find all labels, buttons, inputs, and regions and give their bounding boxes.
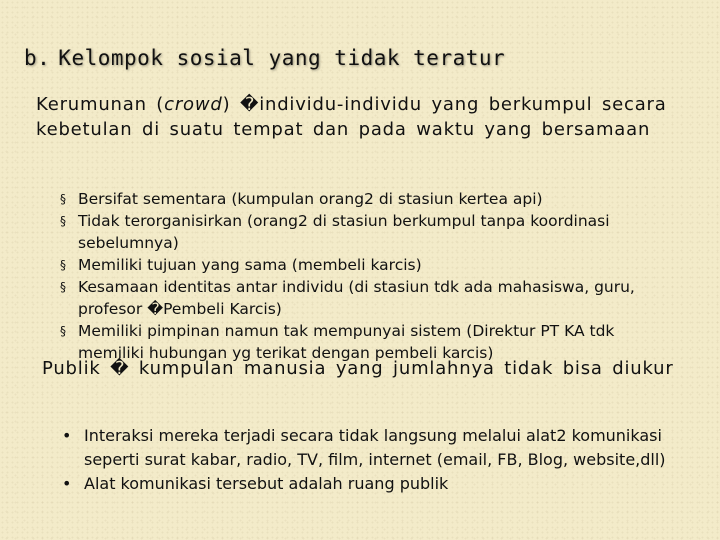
slide-title	[24, 46, 505, 70]
crowd-characteristics-list	[60, 188, 680, 364]
list-item	[62, 424, 682, 472]
list-item	[60, 276, 680, 320]
crowd-definition-prefix: Kerumunan (	[36, 94, 165, 115]
dot-bullet-icon: •	[62, 426, 72, 445]
list-item-text: Interaksi mereka terjadi secara tidak langsung melalui alat2 komunikasi seperti surat kabar, radio, TV, film, internet (email, FB, Blog, website,dll)	[84, 426, 666, 469]
list-item-text: Memiliki tujuan yang sama (membeli karcis)	[78, 256, 422, 274]
list-item	[60, 254, 680, 276]
crowd-definition-suffix: ) �individu-individu yang berkumpul secara kebetulan di suatu tempat dan pada waktu yang bersamaan	[36, 94, 667, 140]
square-bullet-icon: §	[60, 324, 66, 338]
title-label: b.	[24, 46, 51, 70]
list-item-text: Alat komunikasi tersebut adalah ruang publik	[84, 474, 449, 493]
publik-definition: Publik � kumpulan manusia yang jumlahnya tidak bisa diukur	[42, 358, 674, 379]
list-item-text: Kesamaan identitas antar individu (di stasiun tdk ada mahasiswa, guru, profesor �Pembeli Karcis)	[78, 278, 635, 318]
list-item-text: Bersifat sementara (kumpulan orang2 di stasiun kertea api)	[78, 190, 543, 208]
dot-bullet-icon: •	[62, 474, 72, 493]
list-item	[62, 472, 682, 496]
square-bullet-icon: §	[60, 258, 66, 272]
list-item	[60, 210, 680, 254]
crowd-definition	[36, 92, 686, 142]
square-bullet-icon: §	[60, 192, 66, 206]
publik-characteristics-list	[62, 424, 682, 496]
title-text: Kelompok sosial yang tidak teratur	[58, 46, 506, 70]
square-bullet-icon: §	[60, 280, 66, 294]
list-item	[60, 188, 680, 210]
crowd-term: crowd	[164, 94, 223, 115]
square-bullet-icon: §	[60, 214, 66, 228]
list-item-text: Memiliki pimpinan namun tak mempunyai sistem (Direktur PT KA tdk memiliki hubungan yg terikat dengan pembeli karcis)	[78, 322, 615, 362]
list-item-text: Tidak terorganisirkan (orang2 di stasiun berkumpul tanpa koordinasi sebelumnya)	[78, 212, 610, 252]
